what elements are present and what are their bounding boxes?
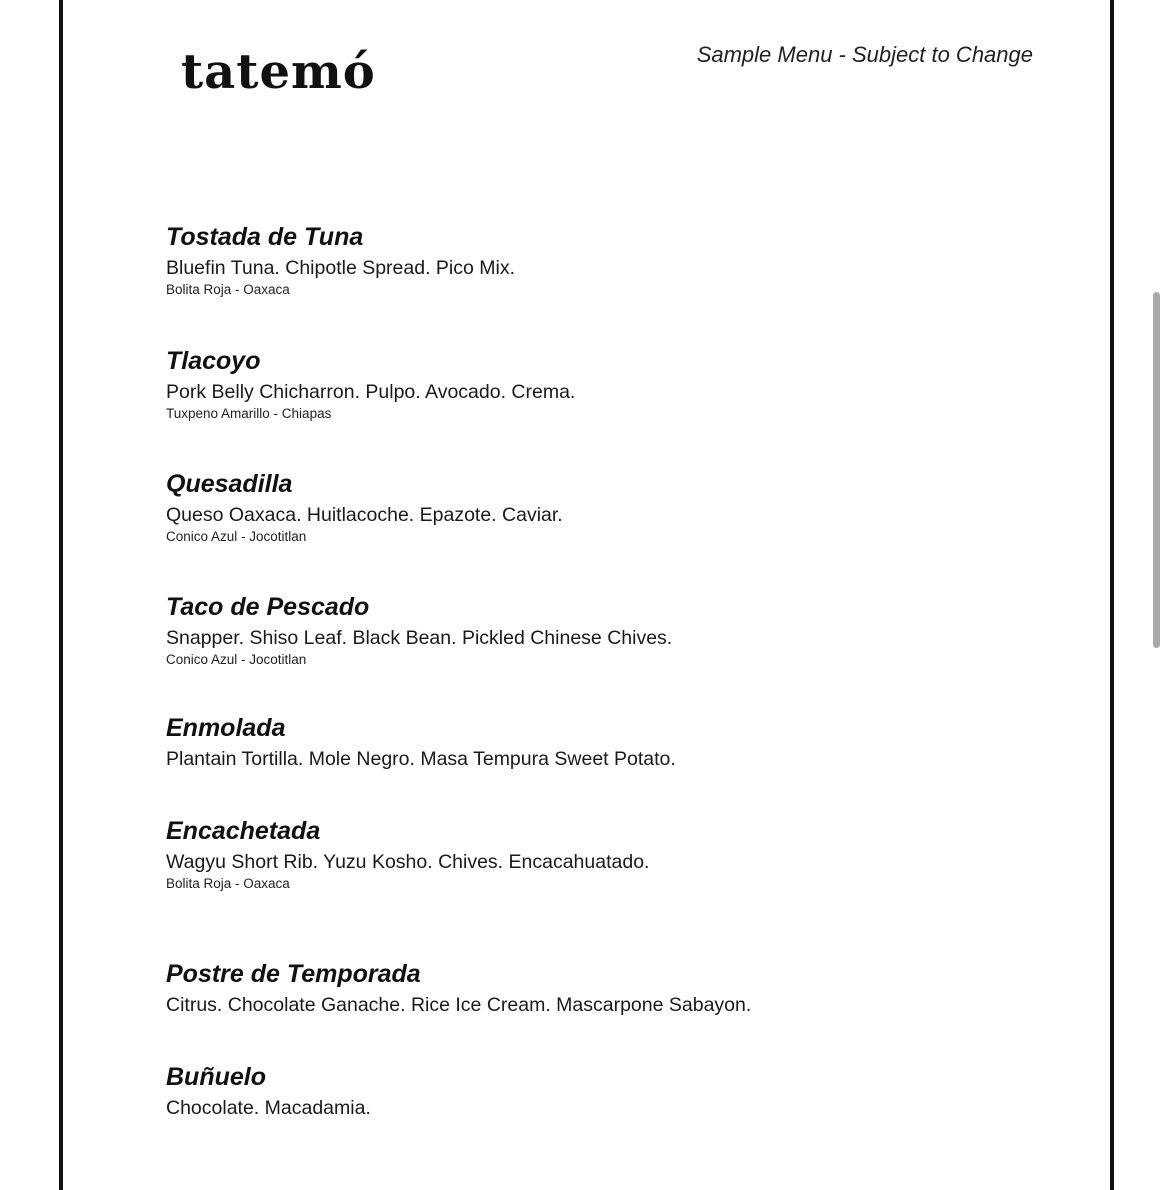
menu-item-quesadilla [166, 469, 1046, 546]
vertical-scrollbar[interactable] [1153, 292, 1160, 648]
menu-item-origin: Conico Azul - Jocotitlan [166, 652, 307, 667]
menu-item-description: Snapper. Shiso Leaf. Black Bean. Pickled Chinese Chives. [166, 627, 673, 649]
menu-item-description: Wagyu Short Rib. Yuzu Kosho. Chives. Encacahuatado. [166, 851, 650, 873]
menu-item-encachetada [166, 816, 1046, 893]
menu-disclaimer: Sample Menu - Subject to Change [696, 42, 1033, 67]
menu-item-description: Queso Oaxaca. Huitlacoche. Epazote. Caviar. [166, 504, 563, 526]
menu-item-description: Pork Belly Chicharron. Pulpo. Avocado. Crema. [166, 381, 576, 403]
menu-item-name: Encachetada [166, 817, 321, 845]
menu-item-name: Buñuelo [166, 1063, 266, 1091]
menu-item-origin: Conico Azul - Jocotitlan [166, 529, 307, 544]
menu-item-origin: Bolita Roja - Oaxaca [166, 282, 290, 297]
menu-item-name: Quesadilla [166, 470, 293, 498]
menu-item-postre-de-temporada [166, 959, 1046, 1018]
menu-item-tostada-de-tuna [166, 222, 1046, 299]
menu-item-description: Citrus. Chocolate Ganache. Rice Ice Cream. Mascarpone Sabayon. [166, 994, 752, 1016]
menu-item-origin: Tuxpeno Amarillo - Chiapas [166, 406, 332, 421]
menu-item-name: Tostada de Tuna [166, 223, 364, 251]
menu-item-description: Bluefin Tuna. Chipotle Spread. Pico Mix. [166, 257, 516, 279]
menu-item-name: Taco de Pescado [166, 593, 370, 621]
menu-item-enmolada [166, 713, 1046, 772]
menu-item-name: Enmolada [166, 714, 286, 742]
menu-item-taco-de-pescado [166, 592, 1046, 669]
menu-item-tlacoyo [166, 346, 1046, 423]
menu-item-origin: Bolita Roja - Oaxaca [166, 876, 290, 891]
menu-item-description: Chocolate. Macadamia. [166, 1097, 371, 1119]
menu-item-description: Plantain Tortilla. Mole Negro. Masa Tempura Sweet Potato. [166, 748, 676, 770]
restaurant-logo: tatemó [181, 44, 376, 100]
menu-item-name: Tlacoyo [166, 347, 261, 375]
menu-item-name: Postre de Temporada [166, 960, 421, 988]
menu-item-bunuelo [166, 1062, 1046, 1121]
